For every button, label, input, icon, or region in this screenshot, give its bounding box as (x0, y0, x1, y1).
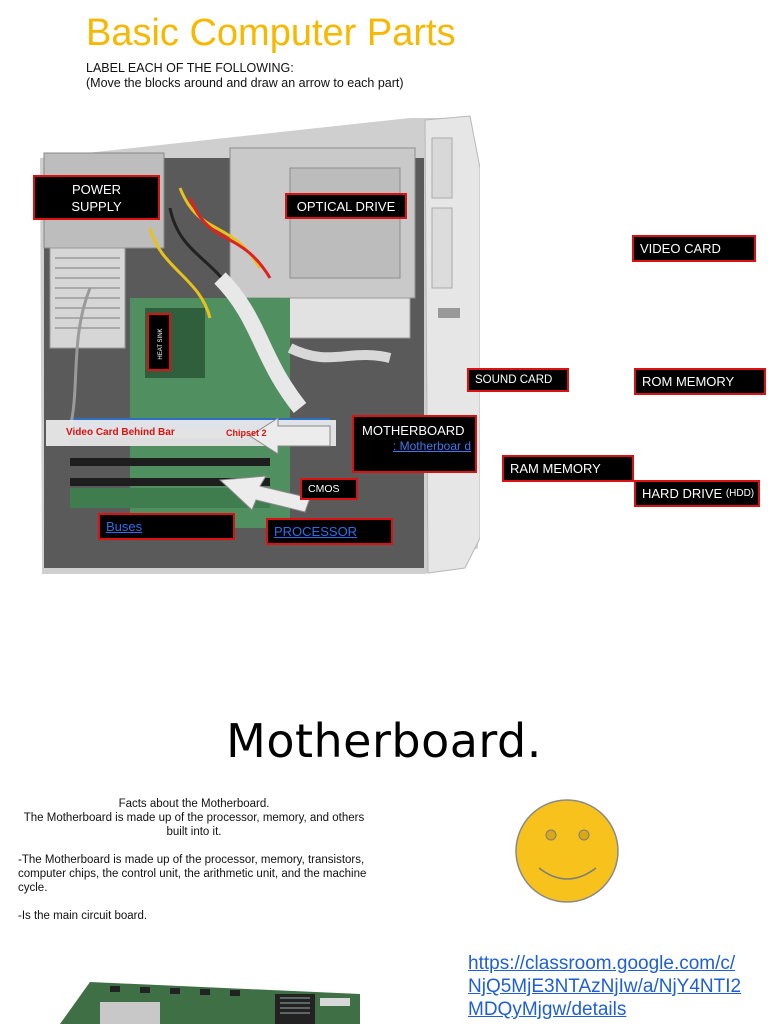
instructions-line-2: (Move the blocks around and draw an arrow to each part) (86, 76, 404, 90)
instructions-line-1: LABEL EACH OF THE FOLLOWING: (86, 61, 294, 75)
label-sound-card[interactable] (467, 368, 569, 392)
facts-title: Facts about the Motherboard. (118, 798, 270, 810)
label-video-card-text: VIDEO CARD (640, 241, 721, 256)
label-ram-memory[interactable] (502, 455, 634, 482)
label-power-supply[interactable] (33, 175, 160, 220)
video-card-behind-bar-label: Video Card Behind Bar (66, 427, 175, 438)
smiley-face-icon (514, 798, 620, 904)
motherboard-heading: Motherboard. (226, 714, 542, 768)
label-hard-drive-text: HARD DRIVE (642, 486, 723, 501)
chipset-label: Chipset 2 (226, 428, 267, 438)
motherboard-link[interactable]: : Motherboar d (392, 439, 472, 453)
label-sound-card-text: SOUND CARD (475, 373, 553, 386)
motherboard-facts (18, 797, 370, 923)
facts-paragraph-2: -The Motherboard is made up of the processor, memory, transistors, computer chips, the control unit, the arithmetic unit, and the machine cycle. (18, 854, 367, 894)
label-video-card[interactable] (632, 235, 756, 262)
motherboard-photo (60, 972, 380, 1024)
heat-sink-label: HEAT SINK (158, 328, 164, 360)
buses-link[interactable]: Buses (106, 519, 143, 534)
label-rom-memory[interactable] (634, 368, 766, 395)
facts-line-2: The Motherboard is made up of the processor, memory, and others built into it. (23, 812, 365, 838)
label-motherboard-text: MOTHERBOARD (362, 423, 465, 438)
label-hard-drive[interactable] (634, 480, 760, 507)
label-optical-drive-text: OPTICAL DRIVE (296, 198, 396, 214)
label-hard-drive-abbr: (HDD) (725, 488, 755, 499)
label-ram-memory-text: RAM MEMORY (510, 461, 601, 476)
label-rom-memory-text: ROM MEMORY (642, 374, 735, 389)
label-cmos[interactable] (300, 478, 358, 500)
facts-paragraph-3: -Is the main circuit board. (18, 910, 148, 922)
label-power-supply-text: POWER SUPPLY (71, 181, 122, 214)
classroom-link[interactable]: https://classroom.google.com/c/NjQ5MjE3NTAzNjIw/a/NjY4NTI2MDQyMjgw/details (468, 953, 742, 1020)
label-motherboard[interactable] (352, 415, 477, 473)
page-title: Basic Computer Parts (86, 12, 456, 54)
label-processor[interactable] (266, 518, 393, 545)
processor-link[interactable]: PROCESSOR (274, 524, 358, 539)
label-cmos-text: CMOS (308, 482, 340, 495)
label-buses[interactable] (98, 513, 235, 540)
instructions (86, 61, 404, 91)
label-optical-drive[interactable] (285, 193, 407, 219)
